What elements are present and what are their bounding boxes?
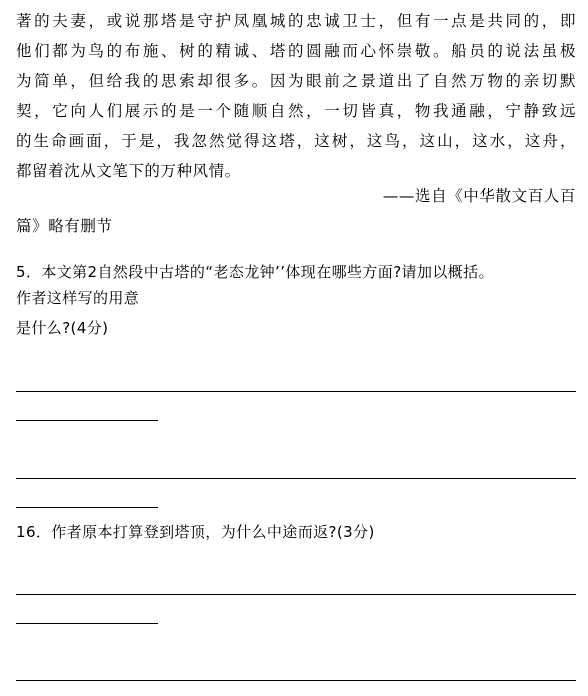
question-5-text-end: 是什么?(4分) — [16, 319, 109, 337]
answer-line[interactable] — [16, 478, 576, 479]
answer-line[interactable] — [16, 594, 576, 595]
source-attribution: ——选自《中华散文百人百 — [382, 187, 576, 205]
question-5-text: 5．本文第2自然段中古塔的“老态龙钟’’体现在哪些方面?请加以概括。 — [16, 263, 494, 281]
answer-line-short[interactable] — [16, 420, 158, 421]
source-attribution-continued: 篇》略有删节 — [16, 217, 113, 235]
passage-line: 的生命画面，于是，我忽然觉得这塔，这树，这鸟，这山，这水，这舟， — [16, 132, 576, 150]
question-5-text-continued: 作者这样写的用意 — [16, 289, 140, 307]
passage-line: 著的夫妻，或说那塔是守护凤凰城的忠诚卫士，但有一点是共同的，即 — [16, 12, 576, 30]
passage-excerpt — [16, 6, 576, 186]
answer-line-short[interactable] — [16, 623, 158, 624]
answer-line[interactable] — [16, 391, 576, 392]
passage-line: 他们都为鸟的布施、树的精诚、塔的圆融而心怀崇敬。船员的说法虽极 — [16, 42, 576, 60]
question-16-text: 16．作者原本打算登到塔顶，为什么中途而返?(3分) — [16, 523, 375, 541]
answer-line-short[interactable] — [16, 507, 158, 508]
passage-line: 契，它向人们展示的是一个随顺自然，一切皆真，物我通融，宁静致远 — [16, 102, 576, 120]
passage-line: 都留着沈从文笔下的万种风情。 — [16, 162, 241, 180]
passage-line: 为简单，但给我的思索却很多。因为眼前之景道出了自然万物的亲切默 — [16, 72, 576, 90]
answer-line[interactable] — [16, 680, 576, 681]
